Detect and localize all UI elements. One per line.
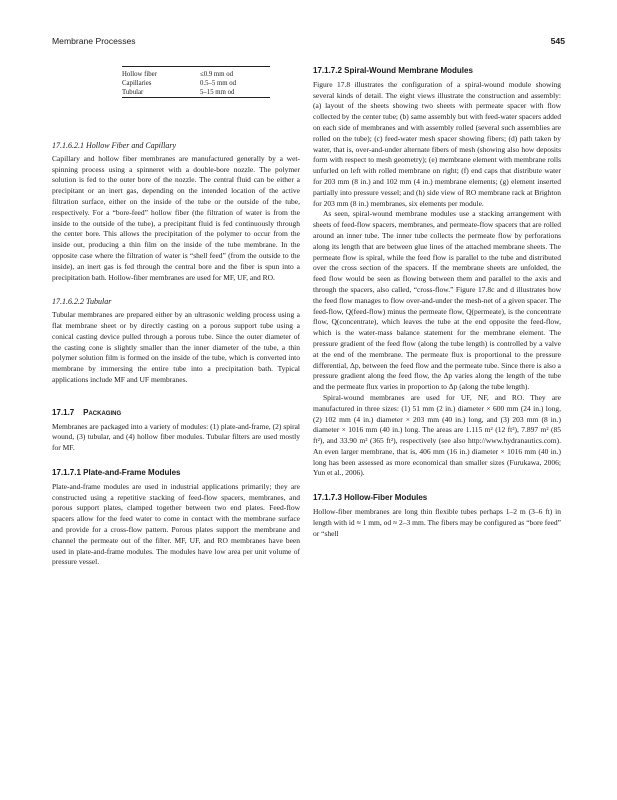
left-column xyxy=(52,66,300,568)
paragraph: Tubular membranes are prepared either by an ultrasonic welding process using a flat membrane sheet or by directly casting on a porous support tube using a conical casting device pulled through a porous tube. Since the outer diameter of the casting cone is slightly smaller than the inner diameter of the tube, a thin polymer solution film is formed on the inside of the tube, which is converted into membrane by immersing the entire tube into a precipitation bath. Typical applications include MF and UF membranes. xyxy=(52,310,300,384)
paragraph: Spiral-wound membranes are used for UF, NF, and RO. They are manufactured in three sizes: (1) 51 mm (2 in.) diameter × 600 mm (24 in.) long, (2) 102 mm (4 in.) diameter × 203 mm (40 in.) long, and (3) 203 mm (8 in.) diameter × 1016 mm (40 in.) long. The areas are 1.115 m² (12 ft²), 7.897 m² (85 ft²), and 33.90 m² (365 ft²), respectively (see also http://www.hydranautics.com). An even larger membrane, that is, 406 mm (16 in.) diameter × 1016 mm (40 in.) long has been assessed as more economical than smaller sizes (Furukawa, 2006; Yun et al., 2006). xyxy=(313,392,561,478)
heading-17-1-7-3: 17.1.7.3 Hollow-Fiber Modules xyxy=(313,493,428,503)
heading-17-1-7 xyxy=(52,408,300,419)
table-cell-size: 0.5–5 mm od xyxy=(200,80,237,87)
table-row xyxy=(122,88,270,98)
table-row xyxy=(122,79,270,88)
heading-17-1-7-2: 17.1.7.2 Spiral-Wound Membrane Modules xyxy=(313,66,473,75)
table-cell-type: Hollow fiber xyxy=(122,71,157,78)
running-header xyxy=(52,36,565,50)
section-number: 17.1.7 xyxy=(52,407,75,417)
running-title: Membrane Processes xyxy=(52,36,136,46)
heading-17-1-6-2-1: 17.1.6.2.1 Hollow Fiber and Capillary xyxy=(52,141,176,150)
heading-17-1-6-2-2: 17.1.6.2.2 Tubular xyxy=(52,297,112,307)
paragraph: Membranes are packaged into a variety of modules: (1) plate-and-frame, (2) spiral wound, (3) tubular, and (4) hollow fiber modules. Tubular filters are used mostly for MF. xyxy=(52,421,300,453)
paragraph: Capillary and hollow fiber membranes are manufactured generally by a wet-spinning process using a spinneret with a double-bore nozzle. The polymer solution is fed to the outer bore of the nozzle. The central fluid can be either a precipitant or an inert gas, depending on the intended location of the active filtration surface, either on the inside of the tube or the outside of the tube, respectively. For a “bore-feed” hollow fiber (the filtration of water is from the inside to the outside of the tube), a precipitant fluid is fed continuously through the center bore. This allows the precipitation of the polymer to occur from the inside out, producing a thin film on the inside of the tube membrane. In the opposite case where the filtration of water is “shell feed” (from the outside to the inside), an inert gas is fed through the central bore and the fiber is spun into a precipitation bath. Hollow-fiber membranes are used for MF, UF, and RO. xyxy=(52,153,300,282)
paragraph: Plate-and-frame modules are used in industrial applications primarily; they are constructed using a repetitive stacking of feed-flow spacers, membranes, and porous support plates, clamped together between two end plates. Feed-flow spacers allow for the feed water to come in contact with the membrane surface and provide for a cross-flow pattern. Porous plates support the membrane and channel the permeate out of the filter. MF, UF, and RO membranes have been used in plate-and-frame modules. The modules have low area per unit volume of pressure vessel. xyxy=(52,481,300,567)
table-cell-size: 5–15 mm od xyxy=(200,89,235,96)
fiber-size-table xyxy=(122,66,270,101)
paragraph: As seen, spiral-wound membrane modules use a stacking arrangement with sheets of feed-flow spacers, membranes, and permeate-flow spacers that are rolled around an inner tube. The inner tube collects the permeate flow by perforations along its length that are between glue lines of the attached membrane sheets. The permeate flow is spiral, while the feed flow is parallel to the tube and distributed over the cross section of the spacers. If the membrane sheets are unfolded, the feed flow would be seen as flowing between them and parallel to the axis and through the spacers, also called, “cross-flow.” Figure 17.8c and d illustrates how the feed flow manages to flow over-and-under the mesh-net of a given spacer. The feed-flow, Q(feed-flow) minus the permeate flow, Q(permeate), is the concentrate flow, Q(concentrate), which leaves the tube at the end opposite the feed-flow, which is the water-mass balance statement for the membrane element. The pressure gradient of the feed flow (along the tube length) is controlled by a valve at the end of the membrane. The permeate flux is proportional to the pressure differential, Δp, between the feed flow and the permeate tube. Since there is also a pressure gradient along the feed flow, the Δp varies along the length of the tube and the permeate flux varies in proportion to Δp (along the tube length). xyxy=(313,209,561,392)
paragraph: Hollow-fiber membranes are long thin flexible tubes perhaps 1–2 m (3–6 ft) in length with id ≈ 1 mm, od ≈ 2–3 mm. The fibers may be configured as “bore feed” or “shell xyxy=(313,507,561,538)
paragraph: Figure 17.8 illustrates the configuration of a spiral-wound module showing several kinds of detail. The eight views illustrate the construction and assembly: (a) layout of the sheets showing two sheets with permeate spacer with flow collected by the center tube; (b) same assembly but with feed-water spacers added on each side of membranes and with assembly rolled (several such assemblies are rolled on the tube); (c) feed-water mesh spacer showing fibers; (d) path taken by water, that is, over-and-under alternate fibers of mesh (showing also how deposits form with respect to mesh geometry); (e) membrane element with membrane rolls unfurled on left with rolled membrane on right; (f) end caps that distribute water for 203 mm (8 in.) and 102 mm (4 in.) membrane elements; (g) element inserted partially into pressure vessel; and (h) side view of RO membrane rack at Brighton for 203 mm (8 in.) membranes, six elements per module. xyxy=(313,79,561,208)
section-title: Packaging xyxy=(83,407,122,417)
right-column xyxy=(313,66,561,539)
table-cell-type: Tubular xyxy=(122,89,144,96)
table-cell-size: ≤0.9 mm od xyxy=(200,71,233,78)
table-row xyxy=(122,70,270,79)
table-cell-type: Capillaries xyxy=(122,80,152,87)
page-number: 545 xyxy=(550,36,565,46)
heading-17-1-7-1: 17.1.7.1 Plate-and-Frame Modules xyxy=(52,467,181,477)
